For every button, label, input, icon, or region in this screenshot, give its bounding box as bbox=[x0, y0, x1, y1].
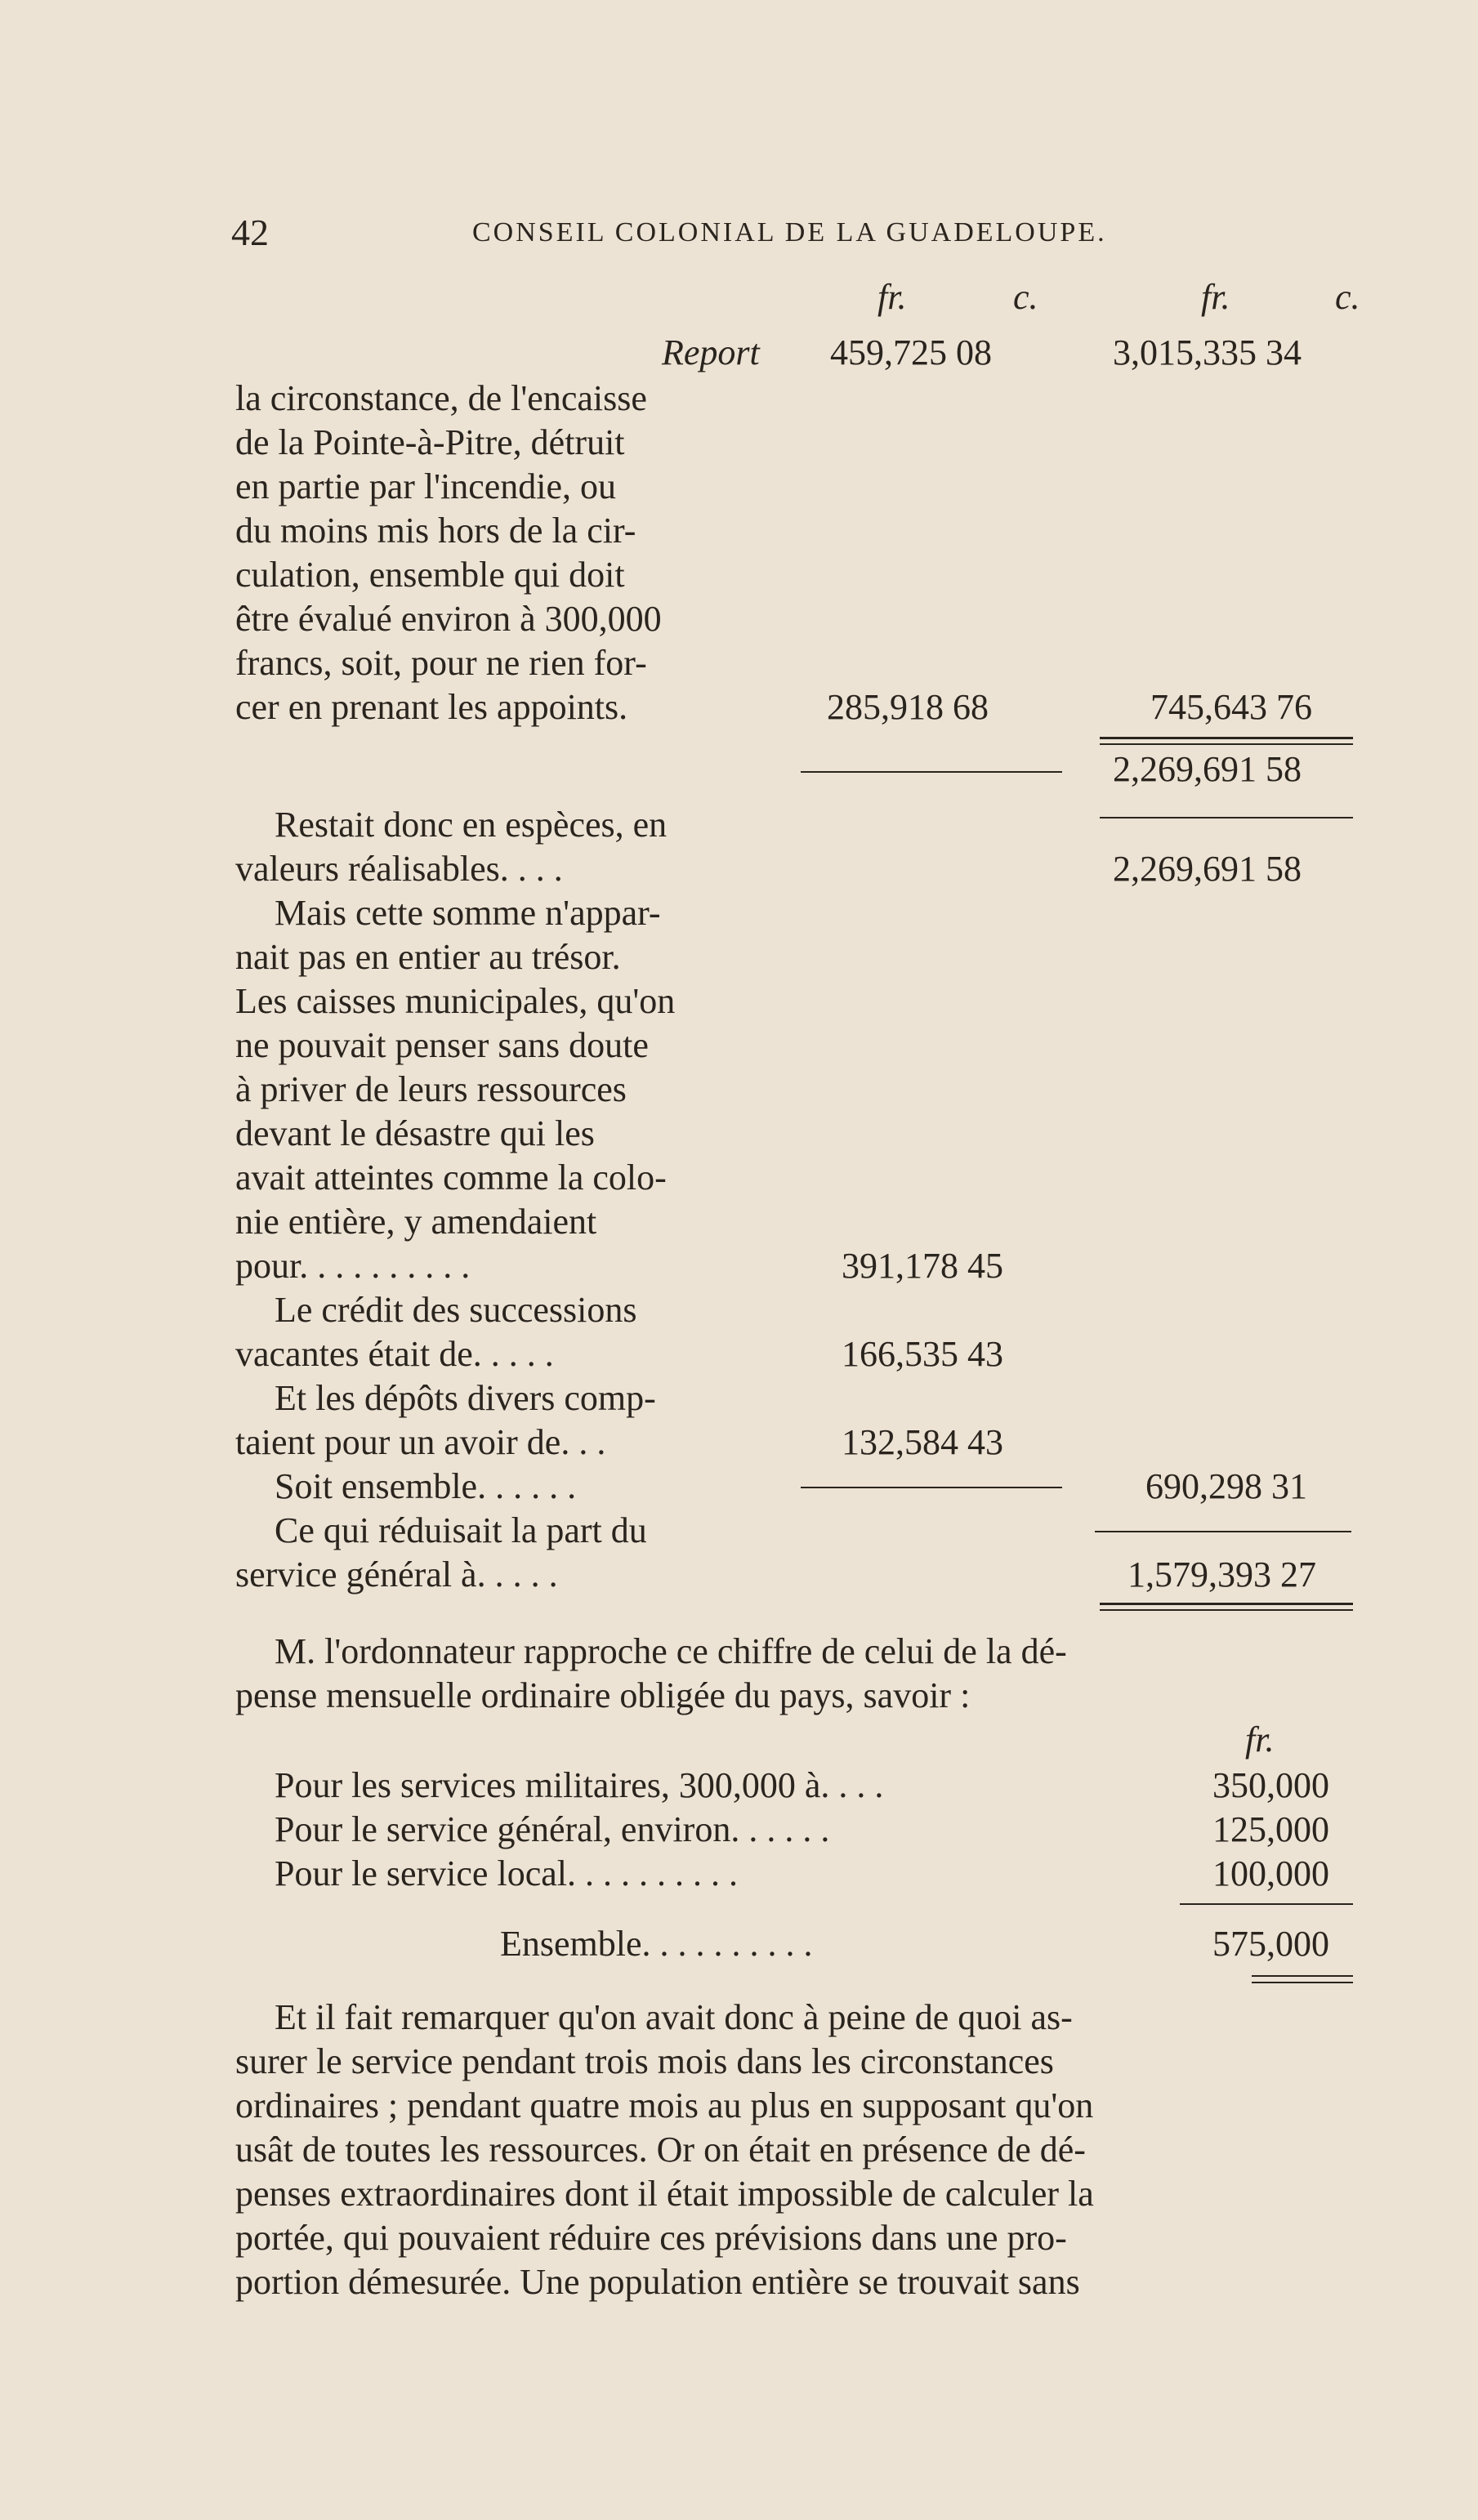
monthly-total-rule bbox=[1252, 1975, 1353, 1977]
reduisait-col2: 1,579,393 27 bbox=[1127, 1554, 1316, 1595]
report-col2: 3,015,335 34 bbox=[1113, 332, 1302, 372]
mais-line: avait atteintes comme la colo- bbox=[235, 1157, 667, 1198]
monthly-row-label: Pour le service local. . . . . . . . . . bbox=[275, 1853, 738, 1893]
soit-line: Soit ensemble. . . . . . bbox=[275, 1466, 577, 1506]
final-double-rule bbox=[1100, 1609, 1353, 1611]
monthly-fr-header: fr. bbox=[1245, 1719, 1275, 1760]
mais-line: devant le désastre qui les bbox=[235, 1113, 595, 1153]
para2-line: ordinaires ; pendant quatre mois au plus en supposant qu'on bbox=[235, 2085, 1094, 2125]
para2-line: surer le service pendant trois mois dans les circonstances bbox=[235, 2041, 1054, 2081]
col1-closing-rule bbox=[801, 771, 1062, 773]
monthly-row-value: 100,000 bbox=[1212, 1853, 1329, 1893]
page-number: 42 bbox=[231, 212, 269, 253]
para2-line: Et il fait remarquer qu'on avait donc à peine de quoi as- bbox=[275, 1997, 1073, 2037]
mais-col1: 391,178 45 bbox=[842, 1246, 1003, 1286]
col1-sum-rule bbox=[801, 1487, 1062, 1488]
credit-line: Le crédit des successions bbox=[275, 1290, 637, 1330]
restait-line: Restait donc en espèces, en bbox=[275, 805, 668, 845]
circ-line: la circonstance, de l'encaisse bbox=[235, 378, 647, 418]
para1-line: M. l'ordonnateur rapproche ce chiffre de celui de la dé- bbox=[275, 1631, 1067, 1671]
running-title: CONSEIL COLONIAL DE LA GUADELOUPE. bbox=[472, 217, 1107, 248]
mais-line: ne pouvait penser sans doute bbox=[235, 1025, 649, 1065]
circ-line: du moins mis hors de la cir- bbox=[235, 511, 636, 551]
restait-col2: 2,269,691 58 bbox=[1113, 849, 1302, 889]
monthly-row-value: 350,000 bbox=[1212, 1765, 1329, 1805]
para2-line: portion démesurée. Une population entière se trouvait sans bbox=[235, 2262, 1080, 2302]
mais-line: Mais cette somme n'appar- bbox=[275, 893, 661, 933]
subtotal-rule bbox=[1100, 817, 1353, 818]
circ-line: francs, soit, pour ne rien for- bbox=[235, 643, 647, 683]
circ-col2: 745,643 76 bbox=[1150, 687, 1312, 727]
circ-line: culation, ensemble qui doit bbox=[235, 555, 625, 595]
circ-line: cer en prenant les appoints. bbox=[235, 687, 628, 727]
reduisait-line: service général à. . . . . bbox=[235, 1554, 558, 1595]
col2-sum-rule bbox=[1095, 1531, 1351, 1532]
depots-line: taient pour un avoir de. . . bbox=[235, 1422, 606, 1462]
depots-line: Et les dépôts divers comp- bbox=[275, 1378, 656, 1418]
subtotal: 2,269,691 58 bbox=[1113, 749, 1302, 789]
col1-fr-header: fr. bbox=[877, 277, 907, 317]
restait-line: valeurs réalisables. . . . bbox=[235, 849, 563, 889]
total-double-rule bbox=[1100, 737, 1353, 739]
mais-line: nait pas en entier au trésor. bbox=[235, 937, 621, 977]
mais-line: nie entière, y amendaient bbox=[235, 1202, 597, 1242]
para2-line: usât de toutes les ressources. Or on était en présence de dé- bbox=[235, 2130, 1086, 2170]
circ-line: être évalué environ à 300,000 bbox=[235, 599, 662, 639]
depots-col1: 132,584 43 bbox=[842, 1422, 1003, 1462]
mais-line: à priver de leurs ressources bbox=[235, 1069, 627, 1109]
mais-line: Les caisses municipales, qu'on bbox=[235, 981, 676, 1021]
monthly-total-rule bbox=[1252, 1982, 1353, 1983]
report-col1: 459,725 08 bbox=[830, 332, 992, 372]
report-label: Report bbox=[662, 332, 760, 372]
credit-col1: 166,535 43 bbox=[842, 1334, 1003, 1374]
col1-c-header: c. bbox=[1013, 277, 1038, 317]
col2-c-header: c. bbox=[1335, 277, 1360, 317]
total-double-rule bbox=[1100, 743, 1353, 745]
para2-line: penses extraordinaires dont il était impossible de calculer la bbox=[235, 2174, 1094, 2214]
mais-line: pour. . . . . . . . . . bbox=[235, 1246, 471, 1286]
monthly-row-label: Pour le service général, environ. . . . . . bbox=[275, 1809, 830, 1849]
col2-fr-header: fr. bbox=[1201, 277, 1230, 317]
final-double-rule bbox=[1100, 1603, 1353, 1605]
circ-line: de la Pointe-à-Pitre, détruit bbox=[235, 422, 625, 462]
monthly-row-label: Pour les services militaires, 300,000 à. . . . bbox=[275, 1765, 884, 1805]
monthly-sum-rule bbox=[1180, 1903, 1353, 1905]
monthly-row-value: 125,000 bbox=[1212, 1809, 1329, 1849]
para1-line: pense mensuelle ordinaire obligée du pays, savoir : bbox=[235, 1675, 971, 1715]
para2-line: portée, qui pouvaient réduire ces prévisions dans une pro- bbox=[235, 2218, 1067, 2258]
circ-col1: 285,918 68 bbox=[827, 687, 989, 727]
soit-col2: 690,298 31 bbox=[1145, 1466, 1307, 1506]
credit-line: vacantes était de. . . . . bbox=[235, 1334, 554, 1374]
monthly-total-value: 575,000 bbox=[1212, 1924, 1329, 1964]
monthly-total-label: Ensemble. . . . . . . . . . bbox=[500, 1924, 813, 1964]
reduisait-line: Ce qui réduisait la part du bbox=[275, 1510, 647, 1550]
circ-line: en partie par l'incendie, ou bbox=[235, 466, 617, 506]
